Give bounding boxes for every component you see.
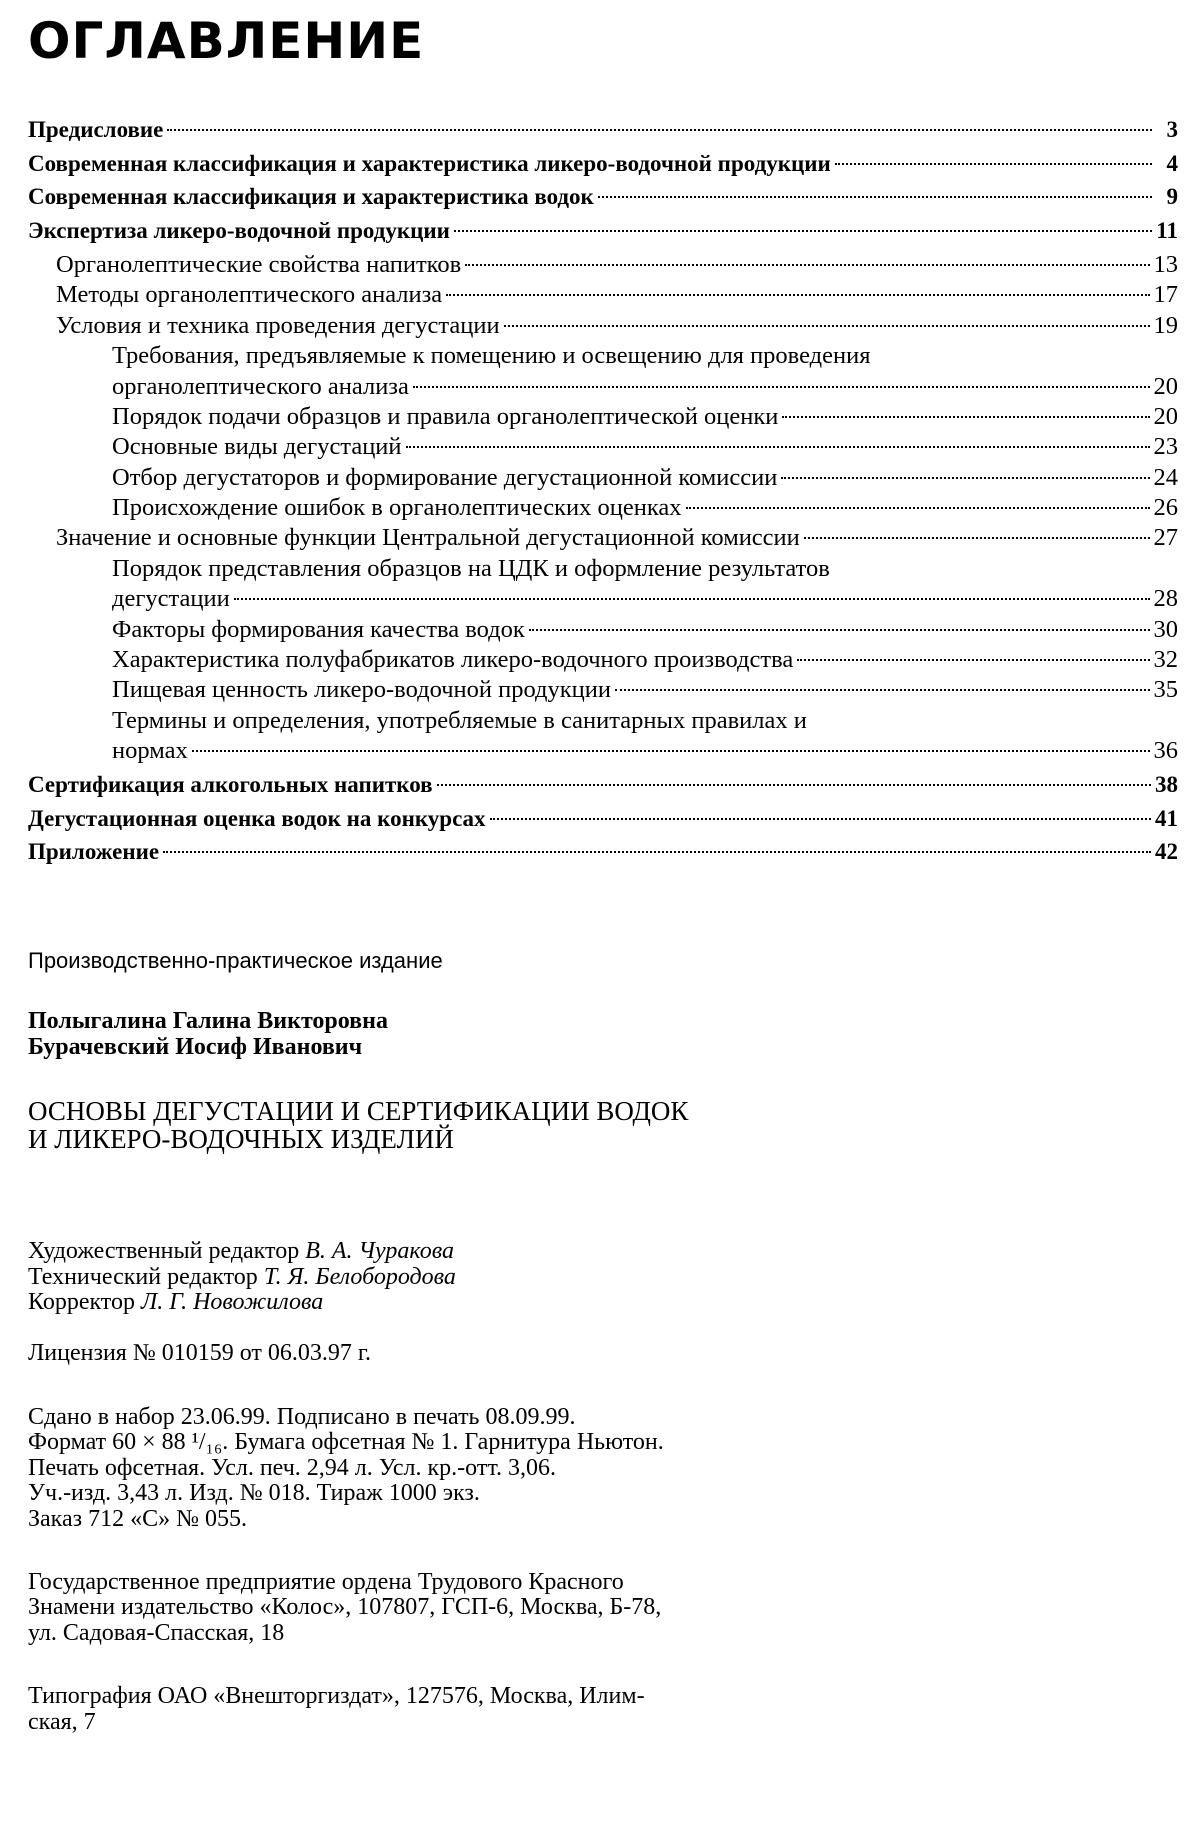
toc-dot-leader [781,477,1149,479]
toc-entry-page: 28 [1154,584,1179,614]
toc-dot-leader [454,230,1152,232]
toc-entry-page: 32 [1154,645,1179,675]
print-detail-line: Формат 60 × 88 ¹/₁₆. Бумага офсетная № 1. Гарнитура Ньютон. [28,1430,888,1455]
credit-role: Художественный редактор [28,1238,299,1264]
toc-entry-tasting-conditions[interactable] [28,311,1178,341]
toc-entry-page: 41 [1155,805,1178,834]
toc-entry-classification-liquor[interactable] [28,150,1178,179]
toc-dot-leader [234,598,1150,600]
toc-entry-title-line2: нормах [112,736,188,766]
toc-dot-leader [615,689,1150,691]
toc-dot-leader [437,784,1151,786]
toc-entry-preface[interactable] [28,116,1178,145]
credit-name: В. А. Чуракова [305,1238,454,1264]
toc-entry-title-line2: органолептического анализа [112,372,409,402]
toc-entry-page: 23 [1154,432,1179,462]
toc-dot-leader [529,629,1150,631]
credit-line [28,1265,888,1290]
toc-entry-page: 30 [1154,615,1179,645]
toc-entry-room-requirements[interactable] [28,341,1178,402]
toc-entry-terms-definitions[interactable] [28,706,1178,767]
toc-entry-appendix[interactable] [28,838,1178,867]
publisher-line: ул. Садовая-Спасская, 18 [28,1621,888,1646]
toc-entry-page: 19 [1154,311,1179,341]
toc-entry-contest-evaluation[interactable] [28,805,1178,834]
toc-entry-page: 3 [1156,116,1178,145]
license-info: Лицензия № 010159 от 06.03.97 г. [28,1340,888,1367]
toc-dot-leader [192,750,1150,752]
toc-entry-title: Современная классификация и характеристика ликеро-водочной продукции [28,150,831,179]
toc-entry-page: 36 [1154,736,1179,766]
toc-entry-page: 27 [1154,523,1179,553]
print-detail-line: Заказ 712 «С» № 055. [28,1507,888,1532]
toc-entry-certification[interactable] [28,771,1178,800]
toc-entry-title: Предисловие [28,116,163,145]
toc-entry-page: 38 [1155,771,1178,800]
toc-entry-title-line1: Термины и определения, употребляемые в санитарных правилах и [112,706,1178,736]
credit-name: Т. Я. Белобородова [264,1264,456,1290]
toc-dot-leader [446,294,1149,296]
toc-dot-leader [835,163,1152,165]
toc-dot-leader [504,325,1150,327]
print-detail-line: Сдано в набор 23.06.99. Подписано в печать 08.09.99. [28,1405,888,1430]
toc-entry-title: Экспертиза ликеро-водочной продукции [28,217,450,246]
toc-entry-page: 4 [1156,150,1178,179]
toc-entry-title: Порядок подачи образцов и правила органолептической оценки [112,402,778,432]
toc-entry-page: 11 [1156,217,1178,246]
toc-entry-expertise[interactable] [28,217,1178,246]
toc-entry-title: Происхождение ошибок в органолептических оценках [112,493,682,523]
toc-dot-leader [163,851,1151,853]
toc-entry-title: Пищевая ценность ликеро-водочной продукции [112,675,611,705]
toc-dot-leader [598,196,1152,198]
toc-dot-leader [413,386,1150,388]
toc-dot-leader [782,416,1149,418]
toc-entry-organoleptic-properties[interactable] [28,250,1178,280]
printer-info [28,1684,888,1735]
toc-entry-page: 20 [1154,372,1179,402]
toc-entry-title: Современная классификация и характеристика водок [28,183,594,212]
credit-name: Л. Г. Новожилова [141,1289,323,1315]
toc-entry-page: 24 [1154,463,1179,493]
authors [28,1008,888,1061]
toc-entry-analysis-methods[interactable] [28,280,1178,310]
toc-entry-title-line1: Порядок представления образцов на ЦДК и оформление результатов [112,554,1178,584]
toc-entry-title: Органолептические свойства напитков [56,250,461,280]
toc-entry-tasting-types[interactable] [28,432,1178,462]
toc-entry-title: Отбор дегустаторов и формирование дегустационной комиссии [112,463,777,493]
toc-entry-central-commission[interactable] [28,523,1178,553]
print-detail-line: Печать офсетная. Усл. печ. 2,94 л. Усл. кр.-отт. 3,06. [28,1456,888,1481]
toc-heading: ОГЛАВЛЕНИЕ [28,16,424,66]
toc-entry-page: 26 [1154,493,1179,523]
toc-dot-leader [797,659,1149,661]
print-detail-line: Уч.-изд. 3,43 л. Изд. № 018. Тираж 1000 экз. [28,1481,888,1506]
publisher-line: Знамени издательство «Колос», 107807, ГСП-6, Москва, Б-78, [28,1595,888,1620]
toc-dot-leader [167,129,1152,131]
toc-dot-leader [465,264,1149,266]
editorial-credits [28,1239,888,1315]
book-title-line: ОСНОВЫ ДЕГУСТАЦИИ И СЕРТИФИКАЦИИ ВОДОК [28,1097,888,1125]
print-details [28,1405,888,1532]
toc-entry-title: Характеристика полуфабрикатов ликеро-водочного производства [112,645,793,675]
toc-dot-leader [686,507,1150,509]
imprint-block [28,948,888,1735]
toc-dot-leader [804,537,1150,539]
toc-entry-page: 9 [1156,183,1178,212]
toc-entry-sample-order[interactable] [28,402,1178,432]
toc-entry-classification-vodka[interactable] [28,183,1178,212]
toc-entry-semi-products[interactable] [28,645,1178,675]
toc-entry-title: Факторы формирования качества водок [112,615,525,645]
toc-entry-page: 35 [1154,675,1179,705]
toc-entry-title: Приложение [28,838,159,867]
toc-entry-errors-origin[interactable] [28,493,1178,523]
toc-entry-title: Сертификация алкогольных напитков [28,771,433,800]
toc-entry-page: 20 [1154,402,1179,432]
toc-entry-page: 42 [1155,838,1178,867]
toc-dot-leader [406,446,1150,448]
toc-entry-title: Методы органолептического анализа [56,280,442,310]
toc-entry-title: Основные виды дегустаций [112,432,402,462]
toc-entry-page: 17 [1154,280,1179,310]
author-name: Бурачевский Иосиф Иванович [28,1034,888,1060]
toc-entry-title: Условия и техника проведения дегустации [56,311,500,341]
toc-entry-quality-factors[interactable] [28,615,1178,645]
credit-role: Технический редактор [28,1264,258,1290]
toc-entry-title-line1: Требования, предъявляемые к помещению и освещению для проведения [112,341,1178,371]
edition-type: Производственно-практическое издание [28,948,888,974]
toc-entry-title-line2: дегустации [112,584,230,614]
toc-dot-leader [490,818,1151,820]
printer-line: Типография ОАО «Внешторгиздат», 127576, Москва, Илим- [28,1684,888,1709]
toc-entry-title: Значение и основные функции Центральной дегустационной комиссии [56,523,800,553]
credit-line [28,1290,888,1315]
book-title-line: И ЛИКЕРО-ВОДОЧНЫХ ИЗДЕЛИЙ [28,1125,888,1153]
toc-entry-nutritional-value[interactable] [28,675,1178,705]
printer-line: ская, 7 [28,1710,888,1735]
book-title [28,1097,888,1154]
table-of-contents [28,116,1178,872]
author-name: Полыгалина Галина Викторовна [28,1008,888,1034]
toc-entry-page: 13 [1154,250,1179,280]
toc-entry-title: Дегустационная оценка водок на конкурсах [28,805,486,834]
credit-role: Корректор [28,1289,135,1315]
credit-line [28,1239,888,1264]
toc-entry-submission-order[interactable] [28,554,1178,615]
publisher-info [28,1570,888,1646]
publisher-line: Государственное предприятие ордена Трудового Красного [28,1570,888,1595]
toc-entry-taster-selection[interactable] [28,463,1178,493]
